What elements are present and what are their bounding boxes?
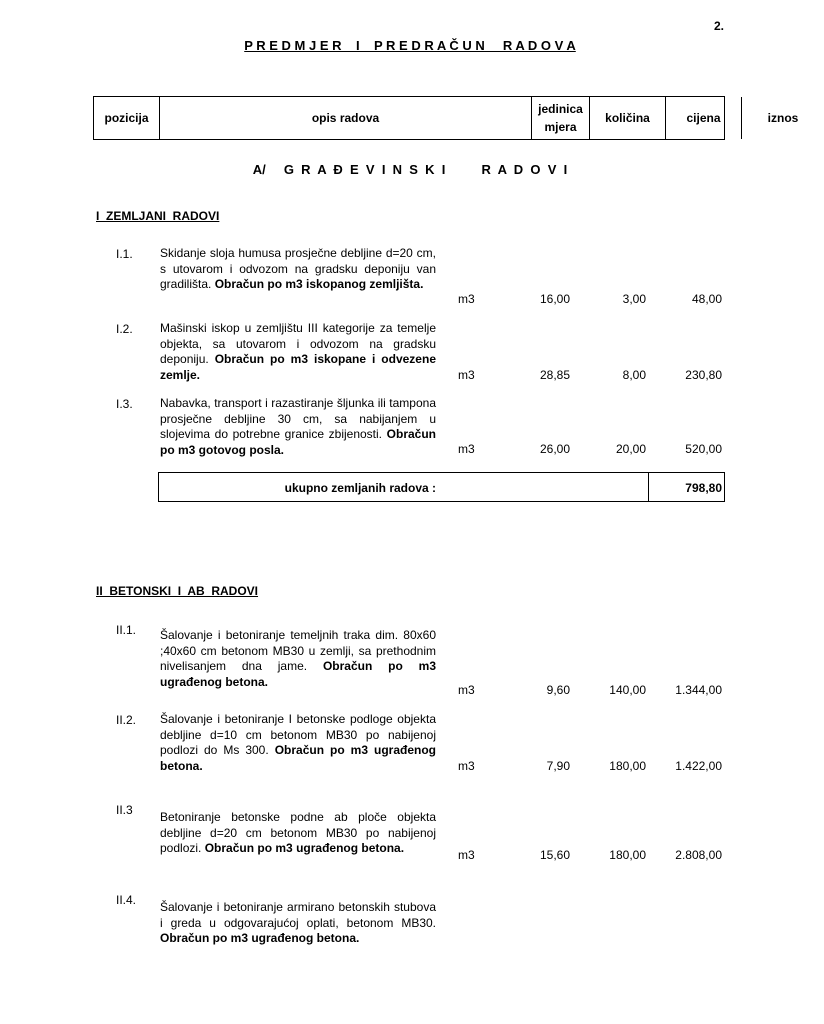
item-price: 180,00	[609, 759, 646, 773]
item-amount: 1.422,00	[675, 759, 722, 773]
item-unit: m3	[458, 683, 475, 697]
item-description	[160, 246, 436, 293]
item-amount: 48,00	[691, 292, 722, 306]
item-unit: m3	[458, 848, 475, 862]
item-amount: 520,00	[685, 442, 722, 456]
item-position: II.4.	[116, 893, 137, 907]
item-billing-note: Obračun po m3 iskopane i odvezene zemlje.	[160, 352, 436, 382]
section-2-heading: II BETONSKI I AB RADOVI	[96, 584, 259, 598]
item-description-text: Šalovanje i betoniranje I betonske podloge objekta debljine d=10 cm betonom MB30 po nabijenoj podlozi do Ms 300.	[160, 712, 436, 757]
item-description-text: Šalovanje i betoniranje temeljnih traka dim. 80x60 ;40x60 cm betonom MB30 u zemlji, sa prethodnim nivelisanjem dna jame.	[160, 628, 436, 673]
item-position: II.1.	[116, 623, 137, 637]
subtotal-border-left	[158, 472, 159, 502]
item-billing-note: Obračun po m3 iskopanog zemljišta.	[214, 277, 424, 291]
item-description-text: Skidanje sloja humusa prosječne debljine d=20 cm, s utovarom i odvozom na gradsku deponiju van gradilišta.	[160, 246, 436, 291]
page-number: 2.	[713, 19, 724, 33]
header-iznos: iznos	[767, 111, 799, 125]
section-a-heading: A/ G R A Đ E V I N S K I R A D O V I	[252, 162, 568, 177]
item-description-text: Betoniranje betonske podne ab ploče objekta debljine d=20 cm betonom MB30 po nabijenoj podlozi.	[160, 810, 436, 855]
item-description	[160, 628, 436, 690]
item-quantity: 15,60	[539, 848, 570, 862]
item-description-text: Nabavka, transport i razastiranje šljunka ili tampona prosječne debljine 30 cm, sa nabijanjem u slojevima do potrebne granice zbijenosti.	[160, 396, 436, 441]
item-unit: m3	[458, 759, 475, 773]
item-price: 140,00	[609, 683, 646, 697]
section-1-heading: I ZEMLJANI RADOVI	[96, 209, 220, 223]
item-position: I.1.	[116, 247, 133, 261]
item-billing-note: Obračun po m3 ugrađenog betona.	[204, 841, 405, 855]
document-title	[120, 38, 700, 53]
item-description-text: Šalovanje i betoniranje armirano betonskih stubova i greda u odgovarajućoj oplati, betonom MB30.	[160, 900, 436, 930]
header-jedinica-line1: jedinica	[538, 102, 583, 116]
item-quantity: 26,00	[539, 442, 570, 456]
header-jedinica	[532, 97, 590, 139]
item-unit: m3	[458, 442, 475, 456]
item-description	[160, 321, 436, 383]
item-unit: m3	[458, 368, 475, 382]
header-cijena: cijena	[666, 97, 742, 139]
item-billing-note: Obračun po m3 ugrađenog betona.	[160, 659, 436, 689]
item-amount: 1.344,00	[675, 683, 722, 697]
item-description	[160, 900, 436, 947]
subtotal-value: 798,80	[685, 481, 722, 495]
item-price: 180,00	[609, 848, 646, 862]
item-amount: 230,80	[685, 368, 722, 382]
subtotal-border-right	[724, 472, 725, 502]
item-billing-note: Obračun po m3 ugrađenog betona.	[160, 931, 360, 945]
header-pozicija: pozicija	[94, 97, 160, 139]
item-description	[160, 712, 436, 774]
item-price: 20,00	[615, 442, 646, 456]
header-jedinica-line2: mjera	[544, 120, 577, 134]
item-description	[160, 396, 436, 458]
item-billing-note: Obračun po m3 gotovog posla.	[160, 427, 436, 457]
item-billing-note: Obračun po m3 ugrađenog betona.	[160, 743, 436, 773]
subtotal-border-mid	[648, 472, 649, 502]
item-position: I.2.	[116, 322, 133, 336]
item-quantity: 7,90	[546, 759, 570, 773]
item-position: I.3.	[116, 397, 133, 411]
header-opis: opis radova	[160, 97, 532, 139]
item-price: 3,00	[622, 292, 646, 306]
item-position: II.3	[116, 803, 133, 817]
item-quantity: 9,60	[546, 683, 570, 697]
item-quantity: 16,00	[539, 292, 570, 306]
item-quantity: 28,85	[539, 368, 570, 382]
header-kolicina: količina	[590, 97, 666, 139]
item-unit: m3	[458, 292, 475, 306]
item-amount: 2.808,00	[675, 848, 722, 862]
subtotal-label: ukupno zemljanih radova :	[284, 481, 436, 495]
table-header	[93, 96, 799, 140]
item-description-text: Mašinski iskop u zemljištu III kategorije za temelje objekta, sa utovarom i odvozom na gradsku deponiju.	[160, 321, 436, 366]
item-price: 8,00	[622, 368, 646, 382]
item-position: II.2.	[116, 713, 137, 727]
item-description	[160, 810, 436, 857]
document-title-text: P R E D M J E R I P R E D R A Č U N R A D O V A	[244, 38, 576, 53]
